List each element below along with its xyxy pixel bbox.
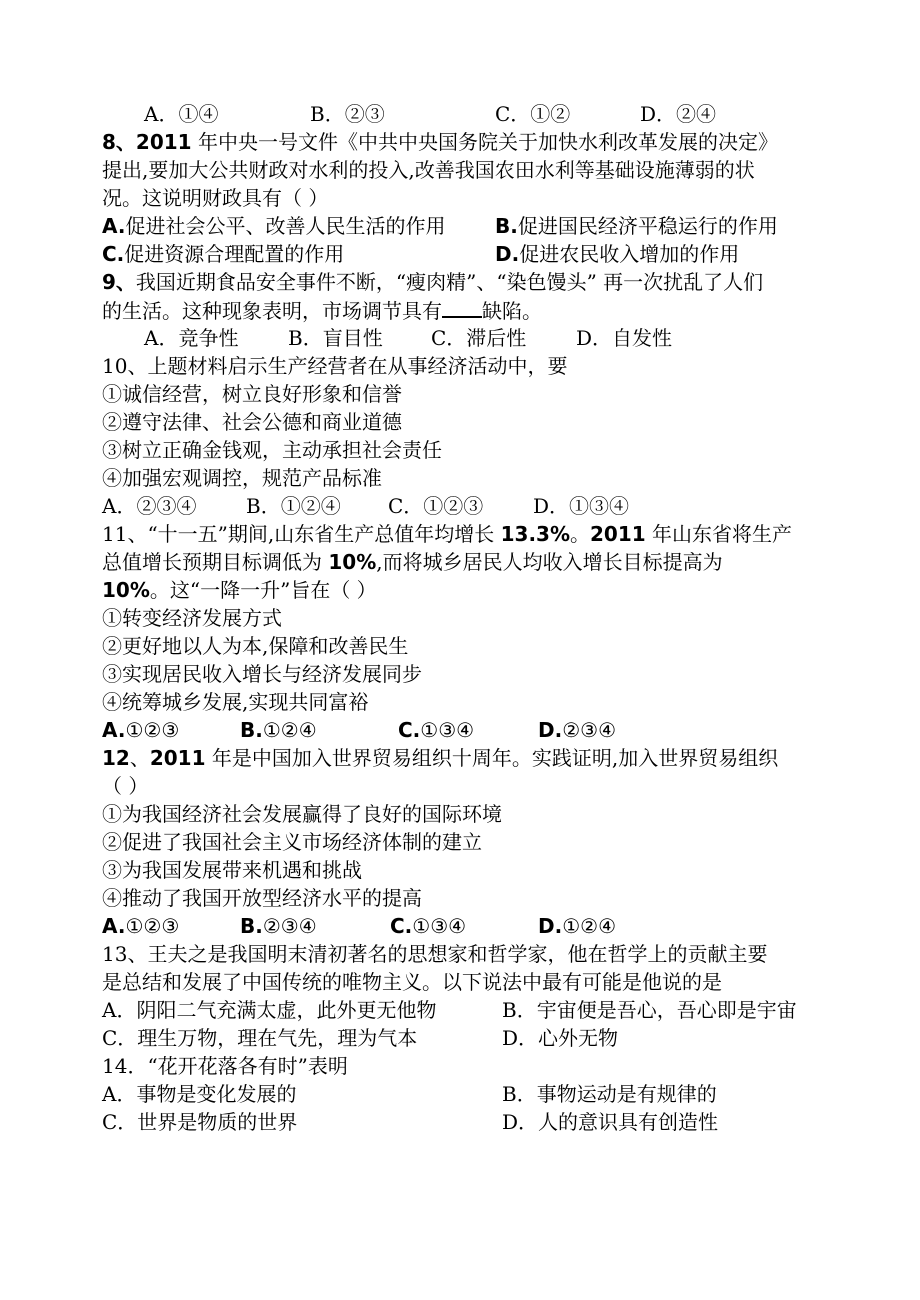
q8-option-b: B.促进国民经济平稳运行的作用 (495, 214, 778, 238)
q13-option-b: B．宇宙便是吾心，吾心即是宇宙 (502, 998, 797, 1022)
q7-option-a: A．①④ (144, 102, 219, 126)
q11-item-2: ②更好地以人为本,保障和改善民生 (102, 634, 409, 658)
q8-options-row-2 (102, 240, 822, 268)
q13-option-a: A．阴阳二气充满太虚，此外更无他物 (102, 998, 437, 1022)
q12-option-a: A.①②③ (102, 914, 180, 938)
q10-option-a: A．②③④ (102, 494, 197, 518)
q10-item-3: ③树立正确金钱观，主动承担社会责任 (102, 438, 442, 462)
q14-options-row-2 (102, 1108, 822, 1136)
answer-blank (442, 296, 482, 318)
q9-option-a: A．竞争性 (144, 326, 239, 350)
q13-stem-line-1: 13、王夫之是我国明末清初著名的思想家和哲学家，他在哲学上的贡献主要 (102, 942, 768, 966)
q11-stem-line-2: 总值增长预期目标调低为 10%,而将城乡居民人均收入增长目标提高为 (102, 550, 723, 574)
q9-option-b: B．盲目性 (288, 326, 383, 350)
q8-option-d: D.促进农民收入增加的作用 (495, 242, 740, 266)
q10-item-2: ②遵守法律、社会公德和商业道德 (102, 410, 402, 434)
q12-item-3: ③为我国发展带来机遇和挑战 (102, 858, 362, 882)
q8-options-row-1 (102, 212, 822, 240)
q12-item-1: ①为我国经济社会发展赢得了良好的国际环境 (102, 802, 502, 826)
q11-option-c: C.①③④ (398, 718, 475, 742)
q14-option-c: C．世界是物质的世界 (102, 1110, 298, 1134)
q11-option-a: A.①②③ (102, 718, 180, 742)
q14-stem: 14．“花开花落各有时”表明 (102, 1054, 348, 1078)
q14-options-row-1 (102, 1080, 822, 1108)
q13-options-row-1 (102, 996, 822, 1024)
q14-option-b: B．事物运动是有规律的 (502, 1082, 717, 1106)
q10-option-b: B．①②④ (246, 494, 341, 518)
q11-item-1: ①转变经济发展方式 (102, 606, 282, 630)
q9-stem-line-1: 9、我国近期食品安全事件不断，“瘦肉精”、“染色馒头” 再一次扰乱了人们 (102, 270, 764, 294)
q12-options (102, 912, 822, 940)
q9-option-c: C．滞后性 (431, 326, 527, 350)
q8-option-c: C.促进资源合理配置的作用 (102, 242, 345, 266)
q12-item-2: ②促进了我国社会主义市场经济体制的建立 (102, 830, 482, 854)
q14-option-a: A．事物是变化发展的 (102, 1082, 297, 1106)
q8-stem-line-3: 况。这说明财政具有（ ） (102, 186, 329, 210)
q12-option-b: B.②③④ (240, 914, 317, 938)
q11-option-d: D.②③④ (538, 718, 616, 742)
q7-option-d: D．②④ (640, 102, 717, 126)
q8-stem-line-2: 提出,要加大公共财政对水利的投入,改善我国农田水利等基础设施薄弱的状 (102, 158, 755, 182)
q9-options (102, 324, 822, 352)
q11-options (102, 716, 822, 744)
q14-option-d: D．人的意识具有创造性 (502, 1110, 719, 1134)
q11-item-3: ③实现居民收入增长与经济发展同步 (102, 662, 422, 686)
q10-options (102, 492, 822, 520)
q12-number: 12 (102, 746, 130, 770)
q12-item-4: ④推动了我国开放型经济水平的提高 (102, 886, 422, 910)
q8-stem-line-1: 8、2011 年中央一号文件《中共中央国务院关于加快水利改革发展的决定》 (102, 130, 778, 154)
q13-option-d: D．心外无物 (502, 1026, 619, 1050)
q11-item-4: ④统筹城乡发展,实现共同富裕 (102, 690, 369, 714)
q10-item-1: ①诚信经营，树立良好形象和信誉 (102, 382, 402, 406)
q12-stem-line-1: 12、2011 年是中国加入世界贸易组织十周年。实践证明,加入世界贸易组织 (102, 746, 779, 770)
q9-number: 9、 (102, 270, 136, 294)
q12-stem-line-2: （ ） (102, 774, 149, 798)
q12-option-d: D.①②④ (538, 914, 616, 938)
q10-option-c: C．①②③ (388, 494, 484, 518)
q9-stem-line-2: 的生活。这种现象表明，市场调节具有 缺陷。 (102, 296, 822, 324)
q13-stem-line-2: 是总结和发展了中国传统的唯物主义。以下说法中最有可能是他说的是 (102, 970, 722, 994)
q8-option-a: A.促进社会公平、改善人民生活的作用 (102, 214, 446, 238)
q12-option-c: C.①③④ (390, 914, 467, 938)
q8-number: 8、 (102, 130, 136, 154)
q7-options (102, 100, 822, 128)
q7-option-b: B．②③ (310, 102, 385, 126)
q11-stem-line-3: 10%。这“一降一升”旨在（ ） (102, 578, 377, 602)
q9-option-d: D．自发性 (576, 326, 673, 350)
q10-item-4: ④加强宏观调控，规范产品标准 (102, 466, 382, 490)
q11-option-b: B.①②④ (240, 718, 317, 742)
q10-stem: 10、上题材料启示生产经营者在从事经济活动中，要 (102, 354, 568, 378)
q13-option-c: C．理生万物，理在气先，理为气本 (102, 1026, 418, 1050)
q11-number: 11 (102, 522, 128, 546)
q7-option-c: C．①② (495, 102, 571, 126)
q10-option-d: D．①③④ (533, 494, 630, 518)
q11-stem-line-1: 11、“十一五”期间,山东省生产总值年均增长 13.3%。2011 年山东省将生产 (102, 522, 793, 546)
q13-options-row-2 (102, 1024, 822, 1052)
q8-year: 2011 (135, 130, 192, 154)
